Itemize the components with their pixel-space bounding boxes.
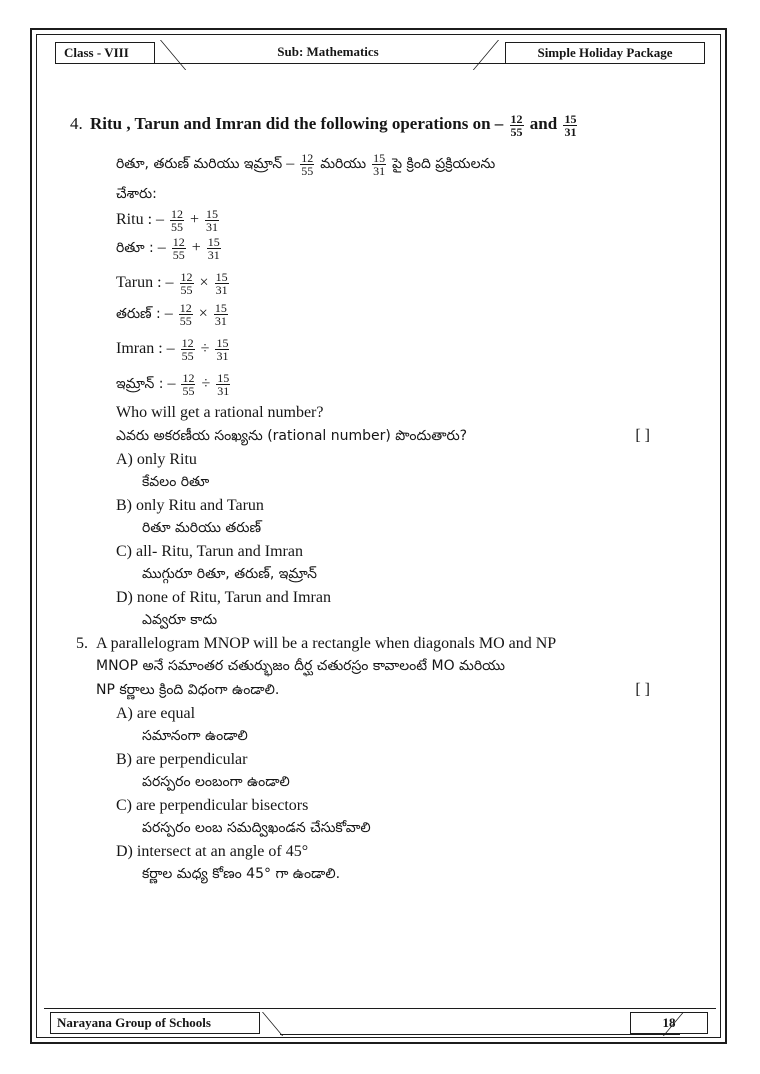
minus-sign: – (167, 374, 176, 392)
fraction-a-den: 55 (172, 247, 185, 262)
fraction-a-den: 55 (180, 282, 193, 297)
q4-question-en: Who will get a rational number? (116, 403, 324, 421)
q5-stem-en (76, 632, 690, 655)
q4-option-c-te: ముగ్గురూ రితూ, తరుణ్, ఇమ్రాన్ (142, 565, 317, 582)
q4-option-a-te: కేవలం రితూ (142, 473, 210, 490)
q4-stem-en (70, 111, 690, 139)
fraction-a (170, 208, 184, 233)
divide-sign: ÷ (201, 374, 211, 392)
fraction-b (205, 208, 219, 233)
fraction-b (215, 271, 229, 296)
q4-option-d-te: ఎవ్వరూ కాదు (142, 611, 218, 628)
question-content (70, 111, 690, 886)
fraction-b-num: 15 (215, 269, 228, 284)
q5-option-a: A) are equal (116, 704, 196, 722)
header-rule (55, 63, 705, 64)
fraction-a-den: 55 (510, 124, 523, 139)
op-tarun-en (90, 271, 690, 296)
q4-stem-te-pre: రితూ, తరుణ్ మరియు ఇమ్రాన్ (116, 155, 283, 172)
fraction-a (172, 236, 186, 261)
q4-stem-te (90, 152, 690, 177)
op-ritu-en (90, 208, 690, 233)
fraction-a-num: 12 (510, 111, 523, 126)
fraction-b-den: 31 (564, 124, 577, 139)
fraction-b (214, 302, 228, 327)
footer-school-name: Narayana Group of Schools (50, 1012, 260, 1034)
q5-number: 5. (76, 634, 88, 652)
fraction-a (300, 152, 314, 177)
q5-option-d: D) intersect at an angle of 45° (116, 842, 309, 860)
op-ritu-en-label: Ritu : (116, 210, 153, 228)
footer-page-number: 18 (630, 1012, 708, 1034)
fraction-a-num: 12 (172, 234, 185, 249)
op-imran-en-label: Imran : (116, 339, 163, 357)
op-tarun-en-label: Tarun : (116, 273, 162, 291)
multiply-sign: × (198, 304, 208, 322)
fraction-a (180, 271, 194, 296)
fraction-a-num: 12 (171, 206, 184, 221)
fraction-a-den: 55 (181, 348, 194, 363)
fraction-b-num: 15 (373, 150, 386, 165)
fraction-b-num: 15 (214, 300, 227, 315)
plus-sign: + (191, 238, 201, 256)
fraction-b-den: 31 (216, 348, 229, 363)
header-class-label: Class - VIII (55, 42, 155, 64)
fraction-b-den: 31 (373, 163, 386, 178)
fraction-a (181, 337, 195, 362)
fraction-b-den: 31 (207, 247, 220, 262)
q5-option-c-te: పరస్పరం లంబ సమద్విఖండన చేసుకోవాలి (142, 819, 371, 836)
q5-option-d-te: కర్ణాల మధ్య కోణం 45° గా ఉండాలి. (142, 865, 341, 882)
op-imran-te (90, 372, 690, 397)
q5-stem-en-text: A parallelogram MNOP will be a rectangle when diagonals MO and NP (96, 634, 557, 652)
q4-option-b: B) only Ritu and Tarun (116, 496, 264, 514)
fraction-b-den: 31 (215, 282, 228, 297)
fraction-a-num: 12 (180, 269, 193, 284)
fraction-b (215, 337, 229, 362)
q5-answer-bracket[interactable]: [ ] (635, 680, 650, 698)
minus-sign: – (164, 304, 173, 322)
q4-and: and (529, 114, 558, 133)
fraction-b-num: 15 (216, 335, 229, 350)
plus-sign: + (190, 210, 200, 228)
q5-stem-te-2 (90, 678, 690, 702)
fraction-a (181, 372, 195, 397)
op-ritu-te (90, 236, 690, 261)
fraction-b-den: 31 (217, 383, 230, 398)
fraction-a-den: 55 (171, 219, 184, 234)
q4-option-b-te: రితూ మరియు తరుణ్ (142, 519, 262, 536)
q5-option-b-te: పరస్పరం లంబంగా ఉండాలి (142, 773, 290, 790)
q4-number: 4. (70, 114, 83, 133)
q4-option-a: A) only Ritu (116, 450, 197, 468)
fraction-b-den: 31 (206, 219, 219, 234)
op-tarun-te (90, 302, 690, 327)
fraction-b (563, 113, 577, 138)
minus-sign: – (156, 210, 165, 228)
q4-stem-te-mid: మరియు (320, 155, 367, 172)
minus-sign: – (165, 273, 174, 291)
fraction-a-num: 12 (179, 300, 192, 315)
fraction-b-num: 15 (206, 206, 219, 221)
q4-option-d: D) none of Ritu, Tarun and Imran (116, 588, 331, 606)
q4-question-te (90, 424, 690, 448)
footer-baseline (280, 1034, 680, 1035)
header-package-label: Simple Holiday Package (505, 42, 705, 64)
q4-answer-bracket[interactable]: [ ] (635, 426, 650, 444)
fraction-b-num: 15 (207, 234, 220, 249)
minus-sign: – (157, 238, 166, 256)
fraction-b (207, 236, 221, 261)
fraction-b-num: 15 (217, 370, 230, 385)
q4-stem-te-end: చేశారు: (116, 185, 157, 202)
q5-stem-te-2-text: NP కర్ణాలు క్రింది విధంగా ఉండాలి. (96, 681, 280, 698)
q4-stem-en-text: Ritu , Tarun and Imran did the following operations on (90, 114, 491, 133)
q5-option-b: B) are perpendicular (116, 750, 248, 768)
q4-stem-te-post: పై క్రింది ప్రక్రియలను (392, 155, 496, 172)
fraction-b-num: 15 (564, 111, 577, 126)
op-ritu-te-label: రితూ : (116, 239, 154, 256)
fraction-a-den: 55 (182, 383, 195, 398)
fraction-a-num: 12 (181, 335, 194, 350)
op-imran-en (90, 337, 690, 362)
fraction-a-num: 12 (301, 150, 314, 165)
fraction-a (510, 113, 524, 138)
divide-sign: ÷ (200, 339, 210, 357)
op-tarun-te-label: తరుణ్ : (116, 305, 161, 322)
q5-stem-te-1: MNOP అనే సమాంతర చతుర్భుజం దీర్ఘ చతురస్రం కావాలంటే MO మరియు (96, 657, 506, 674)
fraction-b-den: 31 (214, 313, 227, 328)
fraction-a-num: 12 (182, 370, 195, 385)
fraction-a (179, 302, 193, 327)
header-subject-label: Sub: Mathematics (277, 44, 379, 59)
multiply-sign: × (199, 273, 209, 291)
minus-sign: – (166, 339, 175, 357)
q5-option-c: C) are perpendicular bisectors (116, 796, 309, 814)
q4-question-te-text: ఎవరు అకరణీయ సంఖ్యను (rational number) పొందుతారు? (116, 427, 468, 444)
q4-option-c: C) all- Ritu, Tarun and Imran (116, 542, 303, 560)
fraction-a-den: 55 (179, 313, 192, 328)
footer-rule (44, 1008, 716, 1009)
q5-option-a-te: సమానంగా ఉండాలి (142, 727, 248, 744)
fraction-b (372, 152, 386, 177)
fraction-b (216, 372, 230, 397)
op-imran-te-label: ఇమ్రాన్ : (116, 375, 164, 392)
minus-sign: – (494, 114, 504, 133)
fraction-a-den: 55 (301, 163, 314, 178)
minus-sign: – (286, 154, 295, 172)
